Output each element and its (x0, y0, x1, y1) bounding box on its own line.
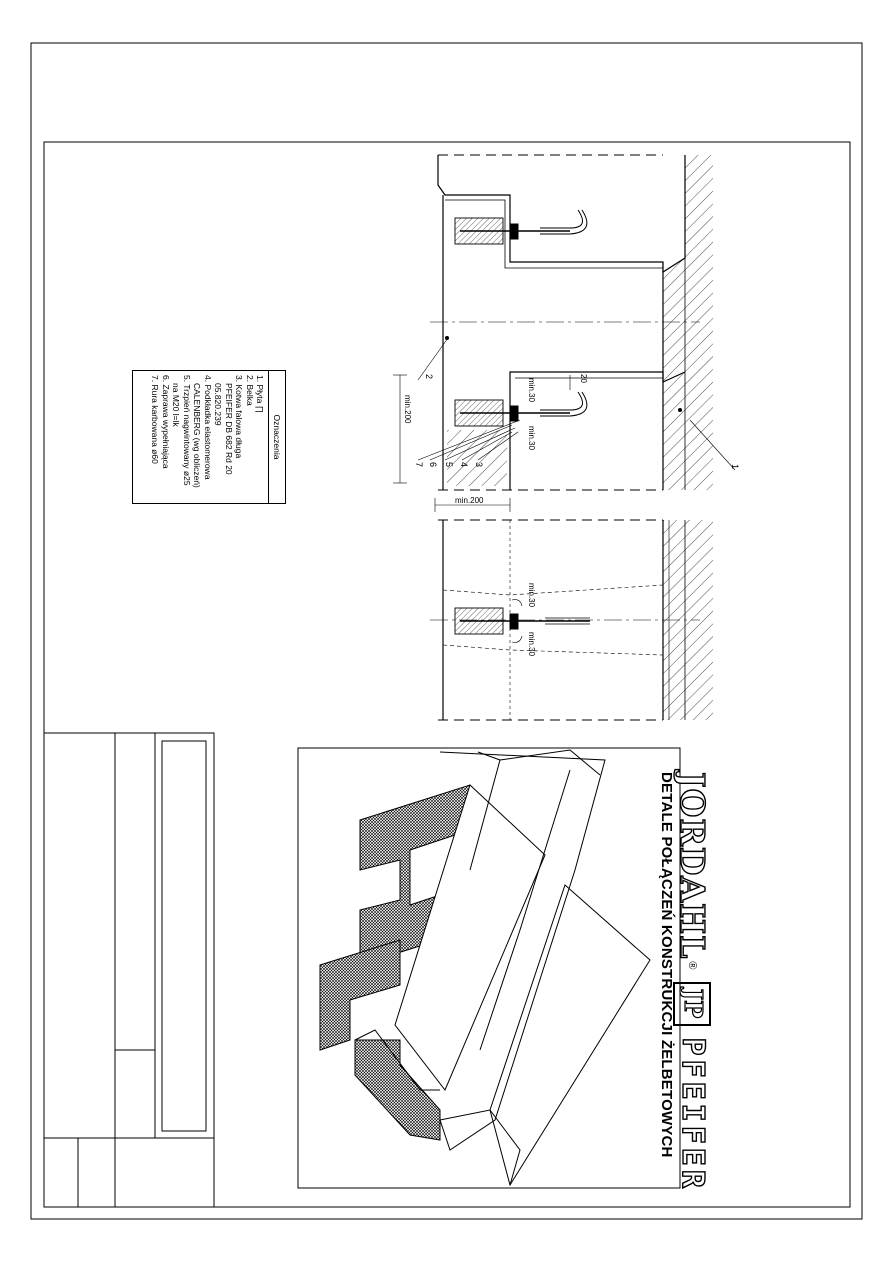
brand-title (658, 772, 712, 1192)
legend-item: CALENBERG (wg obliczeń) (192, 383, 203, 488)
callout-3: 3 (474, 462, 484, 468)
callout-1: 1 (730, 464, 740, 470)
drawing-subtitle: DETALE POŁĄCZEŃ KONSTRUKCJI ŻELBETOWYCH (658, 772, 675, 1158)
legend-item: PFEIFER DB 682 Rd 20 (224, 383, 234, 475)
callout-4: 4 (459, 462, 469, 468)
legend-list (147, 371, 269, 503)
legend-item: 3. Kotwa falowa długa (234, 375, 245, 459)
legend-item: 7. Rura karbowana ø60 (150, 375, 161, 464)
isometric-view (298, 748, 680, 1188)
legend-title: Oznaczenia (269, 371, 286, 503)
legend-content (133, 371, 285, 503)
jp-logo: JP (674, 982, 712, 1026)
section-upper (393, 155, 735, 512)
legend-item: 5. Trzpień nagwintowany ø25 (182, 375, 192, 486)
callout-7: 7 (414, 462, 424, 468)
callout-2: 2 (424, 374, 434, 380)
dimension-min200-vertical: min.200 (403, 395, 412, 424)
title-block (44, 733, 214, 1207)
dimension-min30-lower-bottom: min.30 (527, 632, 536, 657)
section-lower (430, 520, 713, 720)
legend-item: 1. Płyta ∏ (255, 375, 266, 413)
dimension-20: 20 (579, 374, 588, 383)
legend-item: 4. Podkładka elastomerowa (203, 375, 213, 480)
dimension-min30-top: min.30 (527, 378, 536, 403)
brand-pfeifer: PFEIFER (675, 1037, 710, 1192)
dimension-min200-horizontal: min.200 (455, 496, 484, 505)
callout-6: 6 (428, 462, 438, 468)
legend (132, 370, 286, 504)
legend-item: 05.820.239 (213, 383, 224, 426)
brand-row (673, 772, 712, 1192)
legend-item: na M20 l=lk (171, 383, 182, 427)
callout-5: 5 (444, 462, 454, 468)
brand-jordahl: JORDAHL (673, 772, 712, 960)
registered-mark: ® (686, 961, 699, 970)
dimension-min30-bottom: min.30 (527, 426, 536, 451)
legend-item: 2. Belka (245, 375, 255, 406)
dimension-min30-lower-top: min.30 (527, 583, 536, 608)
legend-item: 6. Zaprawa wypełniająca (161, 375, 171, 469)
